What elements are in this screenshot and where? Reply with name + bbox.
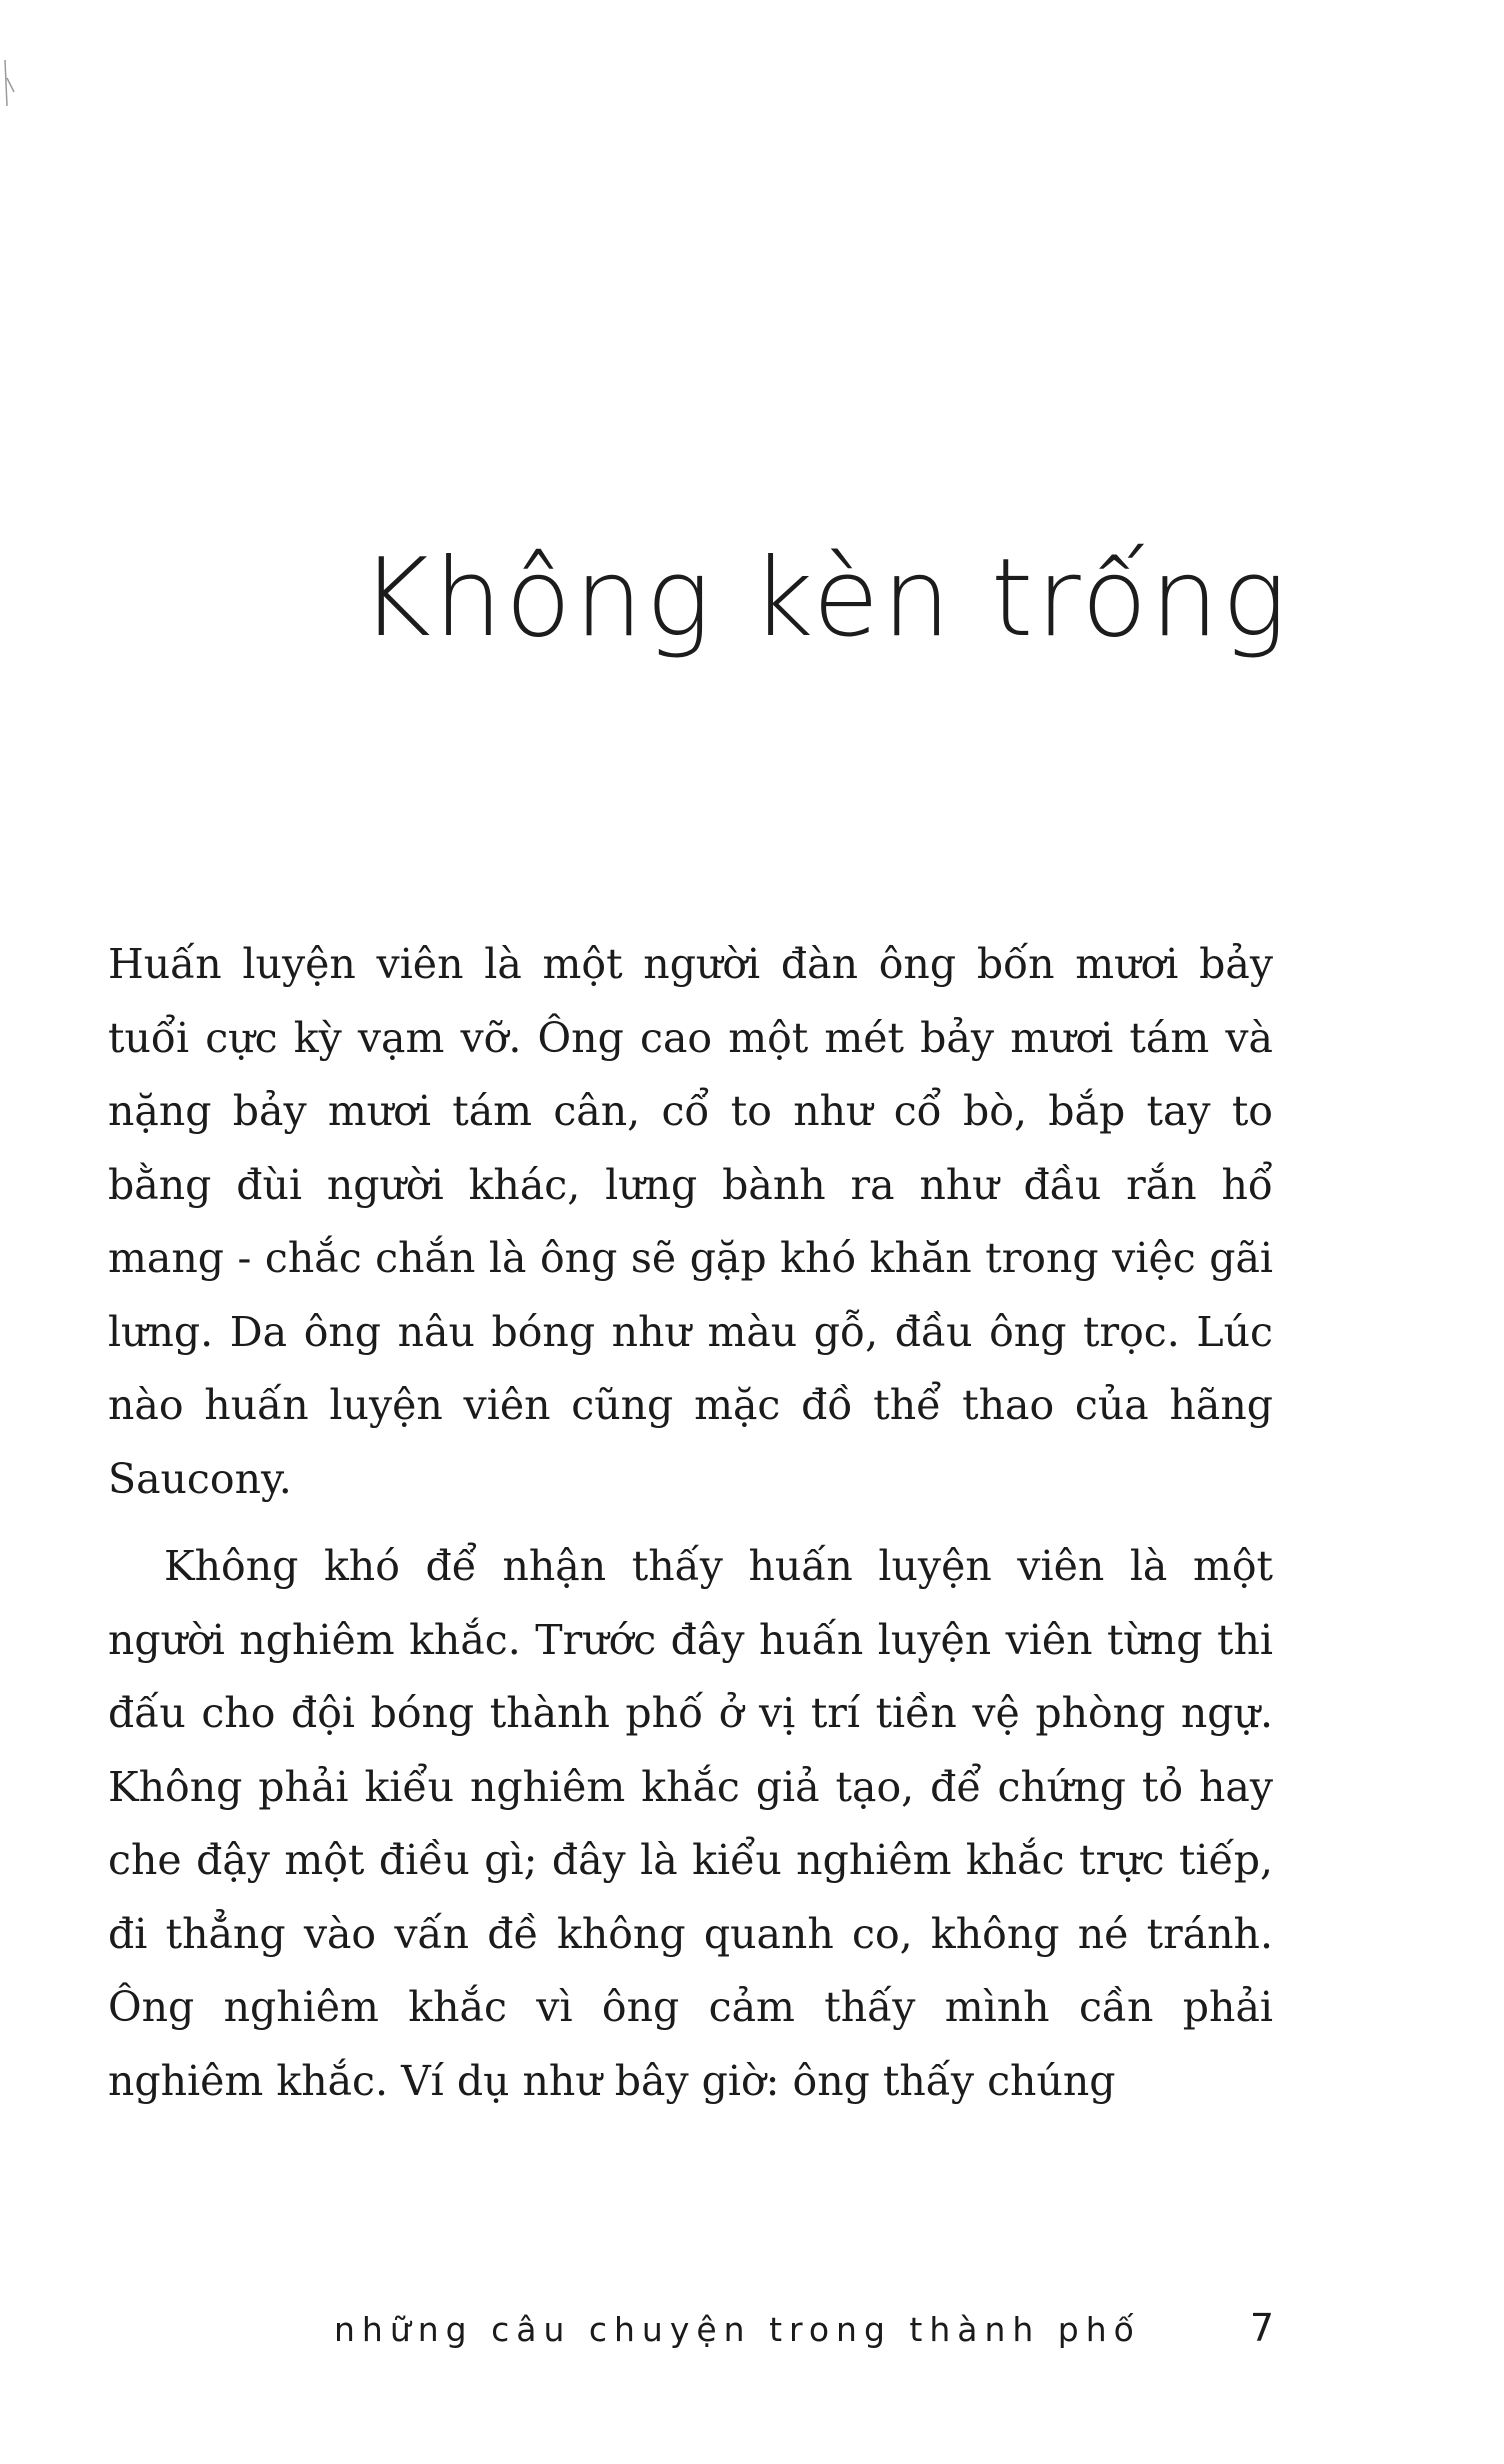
paragraph-1: Huấn luyện viên là một người đàn ông bốn mươi bảy tuổi cực kỳ vạm vỡ. Ông cao một mét bảy mươi tám và nặng bảy mươi tám cân, cổ to như cổ bò, bắp tay to bằng đùi người khác, lưng bành ra như đầu rắn hổ mang - chắc chắn là ông sẽ gặp khó khăn trong việc gãi lưng. Da ông nâu bóng như màu gỗ, đầu ông trọc. Lúc nào huấn luyện viên cũng mặc đồ thể thao của hãng Saucony. (108, 940, 1273, 1503)
scan-corner-mark (2, 58, 16, 108)
paragraph-2: Không khó để nhận thấy huấn luyện viên là một người nghiêm khắc. Trước đây huấn luyện viên từng thi đấu cho đội bóng thành phố ở vị trí tiền vệ phòng ngự. Không phải kiểu nghiêm khắc giả tạo, để chứng tỏ hay che đậy một điều gì; đây là kiểu nghiêm khắc trực tiếp, đi thẳng vào vấn đề không quanh co, không né tránh. Ông nghiêm khắc vì ông cảm thấy mình cần phải nghiêm khắc. Ví dụ như bây giờ: ông thấy chúng (108, 1542, 1273, 2105)
body-text (108, 928, 1273, 2118)
page-footer (334, 2306, 1274, 2360)
page-number: 7 (1249, 2306, 1274, 2350)
chapter-title: Không kèn trống (360, 536, 1290, 661)
running-title: những câu chuyện trong thành phố (334, 2310, 1141, 2349)
